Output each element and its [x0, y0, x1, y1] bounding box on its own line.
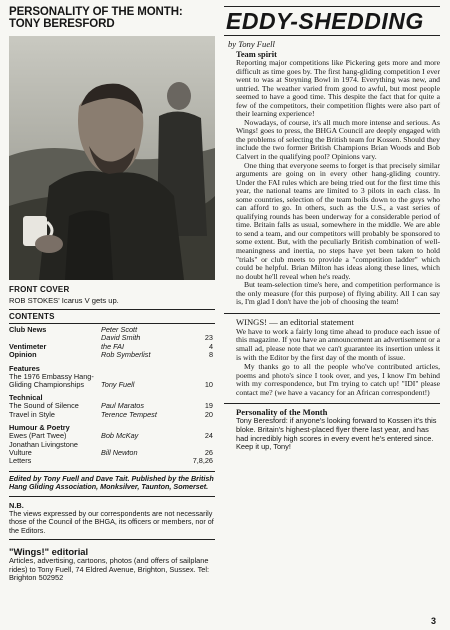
- contents-author: Terence Tempest: [101, 409, 157, 419]
- contents-author: David Smith: [101, 333, 141, 343]
- contents-title: CONTENTS: [9, 312, 55, 321]
- edited-by-note: Edited by Tony Fuell and Dave Tait. Published by the British Hang Gliding Association, Monksilver, Taunton, Somerset.: [9, 471, 215, 492]
- divider: [9, 309, 215, 310]
- contents-section: Ventimeter: [9, 342, 47, 351]
- contents-page: 4: [208, 341, 213, 351]
- contents-article: Letters: [9, 457, 32, 466]
- nb-title: N.B.: [9, 500, 24, 510]
- divider: [9, 539, 215, 540]
- front-cover-caption: ROB STOKES' Icarus V gets up.: [9, 296, 119, 305]
- contents-article: The 1976 Embassy Hang-: [9, 372, 94, 381]
- cover-photo-man-with-mug: [9, 36, 215, 280]
- contents-article: Vulture: [9, 449, 32, 458]
- technical-heading: Technical: [9, 393, 43, 403]
- contents-page: 23: [204, 333, 213, 343]
- front-cover-title: FRONT COVER: [9, 285, 70, 294]
- editorial-heading: "Wings!" editorial: [9, 545, 89, 557]
- article-title: EDDY-SHEDDING: [224, 6, 440, 36]
- contents-page: 10: [204, 380, 213, 390]
- contents-author: Rob Symberlist: [101, 350, 151, 360]
- contents-article: Ewes (Part Twee): [9, 432, 67, 441]
- article-paragraph: Reporting major competitions like Pickering gets more and more difficult as time goes by. The first hang-gliding competition I ever went to was at Steyning Bowl in 1974. Everything was new, and untried. The weather varied from good to awful, but most people seemed to have a good time. This despite the fact that for quite a few of the competitors, their competition flights were also part of their learning experience!: [236, 58, 440, 119]
- contents-page: 24: [204, 431, 213, 441]
- article-paragraph: Nowadays, of course, it's all much more intense and serious. As Wings! goes to press, the BHGA Council are deeply engaged with the problems of selecting the British team for Kossen. Should they include the two former British Champions Brian Woods and Bob Calvert in the qualifying pool? Opinions vary.: [236, 117, 440, 162]
- page-number: 3: [430, 616, 436, 626]
- potm-heading-line1: PERSONALITY OF THE MONTH:: [9, 6, 183, 18]
- article-paragraph: But team-selection time's here, and competition performance is the only measure (for this purpose) of flying ability. All I can say is, I'm glad I don't have the job of choosing the team!: [236, 280, 440, 307]
- humour-heading: Humour & Poetry: [9, 423, 70, 433]
- editorial-address: Articles, advertising, cartoons, photos (and offers of sailplane rides) to Tony Fuell, 74 Eldred Avenue, Brighton, Sussex. Tel: Brighton 502952: [9, 555, 210, 583]
- contents-page: 26: [204, 448, 213, 458]
- contents-page: 19: [204, 401, 213, 411]
- potm-box-text: Tony Beresford: if anyone's looking forward to Kossen it's this bloke. Britain's highest-placed flyer there last year, and has had incredibly high scores in every event he's entered since. Keep it up, Tony!: [236, 416, 437, 452]
- contents-article: Jonathan Livingstone: [9, 440, 78, 449]
- contents-row: [9, 351, 215, 359]
- contents-section: [9, 334, 101, 342]
- contents-row: [9, 449, 215, 457]
- contents-page: 8: [208, 350, 213, 360]
- contents-article: Gliding Championships: [9, 381, 85, 390]
- contents-section: Club News: [9, 326, 47, 334]
- wings-paragraph: We have to work a fairly long time ahead to produce each issue of this magazine. If you have an announcement an advertisement or a small ad, please note that we can't guarantee its insertion unless it is with the Editor by the first day of the month of issue.: [236, 326, 440, 362]
- contents-author: [101, 457, 183, 465]
- contents-page: 7,8,26: [192, 456, 213, 466]
- contents-table: [9, 326, 215, 466]
- wings-statement-heading: WINGS! — an editorial statement: [236, 316, 354, 327]
- contents-article: Travel in Style: [9, 410, 55, 419]
- divider: [9, 496, 215, 497]
- potm-box-title: Personality of the Month: [236, 407, 328, 418]
- article-paragraph: One thing that everyone seems to forget is that precisely similar arguments are going on in every other hang-gliding country. Under the FAI rules which are being tried out for the first time this year, the national teams are limited to 3 pilots in each class. In some countries, selection of the team boils down to the guys who can afford to go. In others, such as the U.S., a vast series of qualifying rounds has been underway for a considerable period of time. Britain falls as usual, somewhere in the middle. We are able to send a team, and our competitors will probably be sponsored to some extent. But, with the peculiarly British combination of well-meaningness and inertia, no steps have yet been taken to hold "trials" or club meets to provide a "competition ladder" which could be helpful. Brian Milton has ideas along these lines, which no doubt he'll reveal when he's ready.: [236, 160, 440, 281]
- contents-author: Paul Maratos: [101, 401, 144, 411]
- contents-author: Bob McKay: [101, 431, 139, 441]
- wings-statement: [224, 313, 440, 397]
- divider: [9, 323, 215, 324]
- nb-text: The views expressed by our correspondents are not necessarily those of the Council of the BHGA, its officers or members, nor of the Editors.: [9, 508, 214, 535]
- potm-box: [224, 403, 440, 452]
- right-column: [224, 6, 440, 452]
- wings-paragraph: My thanks go to all the people who've contributed articles, poems and photo's since I took over, and yes, I know I'm behind with my correspondence, but I'm trying to catch up! "IDI" please contact me? (we have a vacancy for an African correspondent!): [236, 362, 440, 397]
- contents-row: [9, 381, 215, 389]
- contents-author: Bill Newton: [101, 448, 138, 458]
- features-heading: Features: [9, 363, 40, 373]
- contents-author: the FAI: [101, 341, 124, 351]
- contents-author: Peter Scott: [101, 325, 138, 334]
- contents-page: 20: [204, 409, 213, 419]
- article-byline: by Tony Fuell: [228, 39, 275, 49]
- contents-section: Opinion: [9, 351, 37, 360]
- contents-row: [9, 411, 215, 419]
- potm-heading: [9, 6, 215, 30]
- contents-author: Tony Fuell: [101, 380, 135, 390]
- potm-heading-line2: TONY BERESFORD: [9, 18, 115, 30]
- contents-row: [9, 432, 215, 440]
- contents-article: The Sound of Silence: [9, 402, 79, 411]
- article-subhead: Team spirit: [236, 50, 277, 59]
- contents-row: [9, 457, 215, 465]
- left-column: [9, 6, 215, 583]
